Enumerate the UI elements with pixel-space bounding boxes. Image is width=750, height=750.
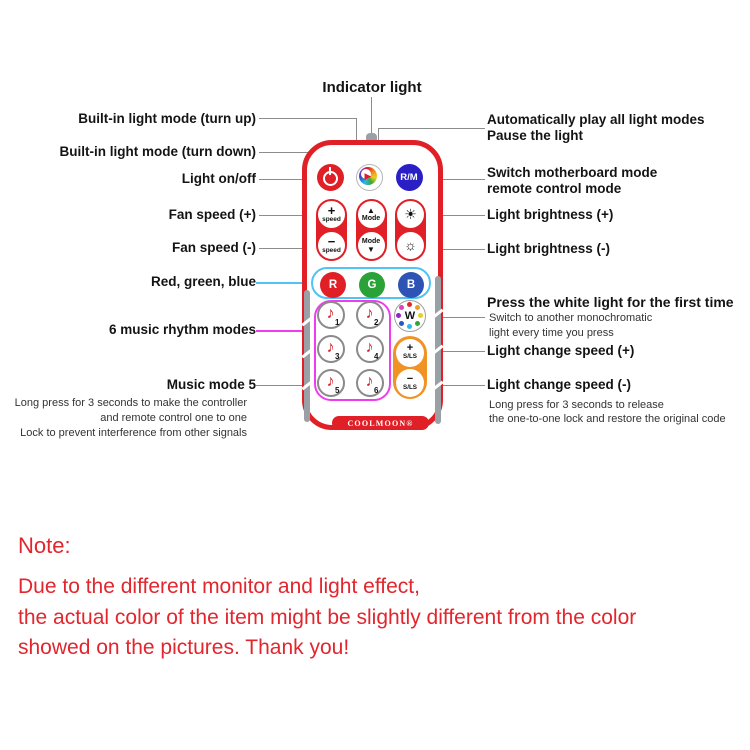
label-line: Switch motherboard mode <box>487 165 658 180</box>
power-button <box>317 164 344 191</box>
note-heading: Note: <box>18 533 71 558</box>
note-text-line: Due to the different monitor and light effect, <box>18 575 420 598</box>
music-mode-6-button: ♪ 6 <box>356 369 384 397</box>
sun-dim-icon: ☼ <box>404 237 417 253</box>
music-note-icon: ♪ <box>326 338 335 356</box>
label-autoplay <box>487 112 705 144</box>
music-mode-3-button: ♪ 3 <box>317 335 345 363</box>
light-change-speed-minus-button: − S/LS <box>396 369 424 397</box>
label-brightness-minus: Light brightness (-) <box>487 241 610 256</box>
music-mode-1-button: ♪ 1 <box>317 301 345 329</box>
label-builtin-turn-down: Built-in light mode (turn down) <box>59 144 256 159</box>
label-change-speed-minus: Light change speed (-) <box>487 377 632 392</box>
fan-speed-pill <box>316 199 347 261</box>
label-line: Automatically play all light modes <box>487 112 705 127</box>
fan-speed-minus-button: − speed <box>318 232 345 259</box>
label-white-light: Press the white light for the first time <box>487 294 734 310</box>
color-dot-icon <box>407 324 412 329</box>
label-switch-mode <box>487 165 657 197</box>
note-line: Long press for 3 seconds to release <box>489 399 664 411</box>
label-brightness-plus: Light brightness (+) <box>487 207 614 222</box>
label-builtin-turn-up: Built-in light mode (turn up) <box>78 111 256 126</box>
brightness-plus-button <box>397 201 424 228</box>
color-dot-icon <box>418 313 423 318</box>
music-mode-4-button: ♪ 4 <box>356 335 384 363</box>
arrow-down-icon: ▼ <box>367 244 375 254</box>
music-modes-group <box>314 300 391 401</box>
color-dot-icon <box>407 302 412 307</box>
color-dot-icon <box>399 321 404 326</box>
label-music-rhythm-modes: 6 music rhythm modes <box>108 322 256 337</box>
white-light-button: W <box>394 300 426 332</box>
note-line: Long press for 3 seconds to make the controller <box>14 397 247 409</box>
note-line: light every time you press <box>489 326 614 339</box>
light-change-speed-plus-button: + S/LS <box>396 339 424 367</box>
music-note-icon: ♪ <box>365 372 374 390</box>
right-grip <box>435 276 441 424</box>
light-change-speed-pill <box>393 336 427 399</box>
music-note-icon: ♪ <box>365 304 374 322</box>
note-line: and remote control one to one <box>100 412 247 424</box>
brand-logo: COOLMOON® <box>332 416 429 430</box>
arrow-up-icon: ▲ <box>367 205 375 215</box>
label-white-light-note <box>489 311 652 340</box>
label-change-speed-plus: Light change speed (+) <box>487 343 635 358</box>
fan-speed-plus-button: + speed <box>318 201 345 228</box>
music-mode-2-button: ♪ 2 <box>356 301 384 329</box>
color-dot-icon <box>415 321 420 326</box>
sun-bright-icon: ☀ <box>404 206 417 222</box>
green-button: G <box>359 272 385 298</box>
play-icon: ▶ <box>364 171 372 181</box>
note-line: Lock to prevent interference from other signals <box>20 427 247 439</box>
mode-down-button: Mode ▼ <box>358 232 385 259</box>
label-red-green-blue: Red, green, blue <box>150 274 256 289</box>
mode-up-button: ▲ Mode <box>358 201 385 228</box>
blue-button: B <box>398 272 424 298</box>
note-line: Switch to another monochromatic <box>489 312 653 324</box>
music-note-icon: ♪ <box>326 304 335 322</box>
label-line: remote control mode <box>487 181 622 196</box>
color-dot-icon <box>399 305 404 310</box>
rgb-group <box>311 267 431 299</box>
label-change-speed-note <box>489 398 726 426</box>
left-grip <box>304 290 310 422</box>
label-line: Pause the light <box>487 128 584 143</box>
brightness-pill <box>395 199 426 261</box>
connector-line-turn-up-h <box>259 118 356 119</box>
music-note-icon: ♪ <box>326 372 335 390</box>
color-dot-icon <box>396 313 401 318</box>
remote-control <box>302 140 443 430</box>
indicator-light-label: Indicator light <box>322 79 422 96</box>
label-music-mode5: Music mode 5 <box>166 377 256 392</box>
note-line: the one-to-one lock and restore the original code <box>489 413 726 425</box>
label-music-mode5-note <box>15 396 247 441</box>
label-light-onoff: Light on/off <box>181 171 256 186</box>
play-pause-button <box>356 164 383 191</box>
color-dot-icon <box>415 305 420 310</box>
music-note-icon: ♪ <box>365 338 374 356</box>
note-text-line: the actual color of the item might be slightly different from the color <box>18 605 637 629</box>
note-text-line: showed on the pictures. Thank you! <box>18 636 350 659</box>
label-fan-speed-minus: Fan speed (-) <box>171 240 256 255</box>
note-text <box>18 572 636 664</box>
connector-line-indicator <box>371 97 372 133</box>
connector-line-light-onoff <box>259 179 306 180</box>
connector-line-autoplay-h <box>378 128 485 129</box>
mode-pill <box>356 199 387 261</box>
rm-mode-button: R/M <box>396 164 423 191</box>
red-button: R <box>320 272 346 298</box>
music-mode-5-button: ♪ 5 <box>317 369 345 397</box>
label-fan-speed-plus: Fan speed (+) <box>168 207 256 222</box>
brightness-minus-button <box>397 232 424 259</box>
